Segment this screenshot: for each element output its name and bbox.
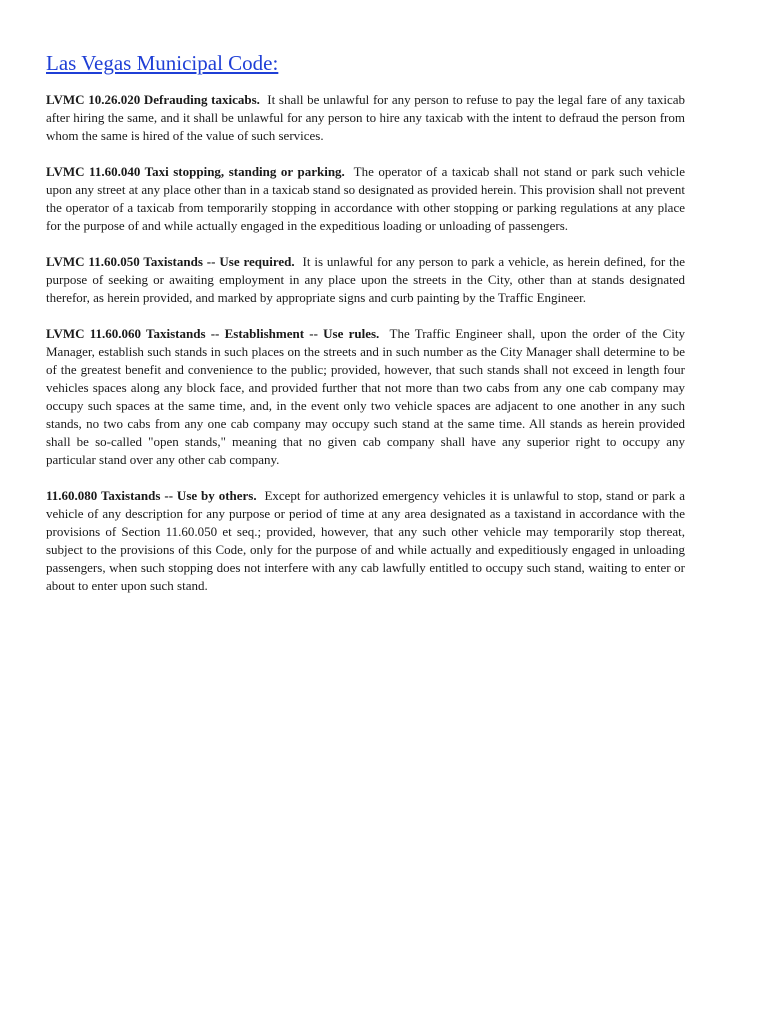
section-11-60-040: [46, 163, 685, 235]
document-title-link[interactable]: Las Vegas Municipal Code:: [46, 51, 279, 75]
section-heading: LVMC 11.60.060 Taxistands -- Establishment -- Use rules.: [46, 326, 380, 341]
section-11-60-050: [46, 253, 685, 307]
section-body: The operator of a taxicab shall not stand or park such vehicle upon any street at any place other than in a taxicab stand so designated as provided herein. This provision shall not prevent the operator of a taxicab from temporarily stopping in accordance with other stopping or parking regulations at any place for the purpose of and while actually engaged in the expeditious loading or unloading of passengers.: [46, 164, 685, 233]
section-body: It shall be unlawful for any person to refuse to pay the legal fare of any taxicab after hiring the same, and it shall be unlawful for any person to hire any taxicab with the intent to defraud the person from whom the same is hired of the value of such services.: [46, 92, 685, 143]
section-11-60-060: [46, 325, 685, 469]
document-page: [46, 50, 685, 613]
section-body: Except for authorized emergency vehicles it is unlawful to stop, stand or park a vehicle of any description for any purpose or period of time at any area designated as a taxistand in accordance with the provisions of Section 11.60.050 et seq.; provided, however, that any such other vehicle may temporarily stop thereat, subject to the provisions of this Code, only for the purpose of and while actually and expeditiously engaged in unloading passengers, when such stopping does not interfere with any cab lawfully entitled to occupy such stand, waiting to enter or about to enter upon such stand.: [46, 488, 686, 593]
section-10-26-020: [46, 91, 685, 145]
section-11-60-080: [46, 487, 685, 595]
section-heading: 11.60.080 Taxistands -- Use by others.: [46, 488, 257, 503]
section-heading: LVMC 10.26.020 Defrauding taxicabs.: [46, 92, 260, 107]
section-heading: LVMC 11.60.040 Taxi stopping, standing or parking.: [46, 164, 345, 179]
section-body: It is unlawful for any person to park a vehicle, as herein defined, for the purpose of seeking or awaiting employment in any place upon the streets in the City, other than at stands designated therefor, as herein provided, and marked by appropriate signs and curb painting by the Traffic Engineer.: [46, 254, 686, 305]
section-body: The Traffic Engineer shall, upon the order of the City Manager, establish such stands in such places on the streets and in such number as the City Manager shall determine to be of the greatest benefit and convenience to the public; provided, however, that such stands shall not exceed in length four vehicles spaces along any block face, and provided further that not more than two cabs from any one cab company may occupy such spaces at the same time, and, in the event only two vehicle spaces are adjacent to one another in any such stands, no two cabs from any one cab company may occupy such stand at the same time. All stands as herein provided shall be so-called "open stands," meaning that no given cab company shall have any superior right to occupy any particular stand over any other cab company.: [46, 326, 685, 467]
section-heading: LVMC 11.60.050 Taxistands -- Use required.: [46, 254, 295, 269]
